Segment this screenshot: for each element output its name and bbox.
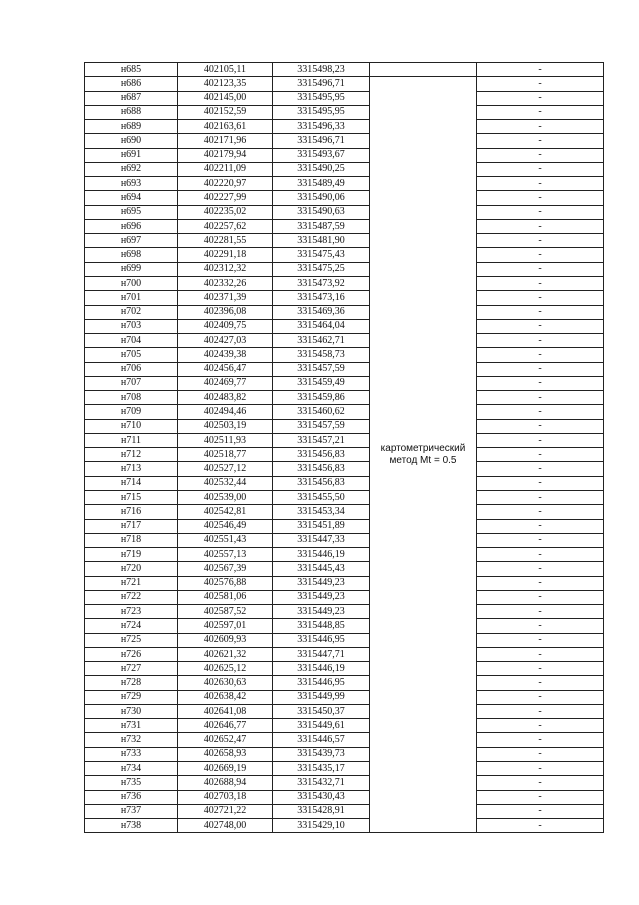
table-row — [85, 291, 604, 305]
x-coordinate-cell: 402581,06 — [178, 590, 273, 604]
table-row — [85, 476, 604, 490]
point-name-cell: н721 — [85, 576, 178, 590]
x-coordinate-cell: 402494,46 — [178, 405, 273, 419]
table-row — [85, 647, 604, 661]
dash-cell: - — [477, 804, 604, 818]
dash-cell: - — [477, 548, 604, 562]
x-coordinate-cell: 402646,77 — [178, 719, 273, 733]
method-text-line: метод Mt = 0.5 — [389, 454, 457, 466]
point-name-cell: н711 — [85, 433, 178, 447]
y-coordinate-cell: 3315456,83 — [273, 448, 370, 462]
y-coordinate-cell: 3315487,59 — [273, 219, 370, 233]
point-name-cell: н702 — [85, 305, 178, 319]
y-coordinate-cell: 3315447,71 — [273, 647, 370, 661]
x-coordinate-cell: 402220,97 — [178, 177, 273, 191]
x-coordinate-cell: 402638,42 — [178, 690, 273, 704]
y-coordinate-cell: 3315448,85 — [273, 619, 370, 633]
point-name-cell: н698 — [85, 248, 178, 262]
y-coordinate-cell: 3315446,57 — [273, 733, 370, 747]
dash-cell: - — [477, 476, 604, 490]
point-name-cell: н738 — [85, 819, 178, 833]
point-name-cell: н732 — [85, 733, 178, 747]
y-coordinate-cell: 3315451,89 — [273, 519, 370, 533]
table-row — [85, 120, 604, 134]
dash-cell: - — [477, 647, 604, 661]
point-name-cell: н724 — [85, 619, 178, 633]
x-coordinate-cell: 402652,47 — [178, 733, 273, 747]
point-name-cell: н699 — [85, 262, 178, 276]
table-row — [85, 248, 604, 262]
point-name-cell: н712 — [85, 448, 178, 462]
dash-cell: - — [477, 676, 604, 690]
dash-cell: - — [477, 562, 604, 576]
point-name-cell: н728 — [85, 676, 178, 690]
table-row — [85, 162, 604, 176]
y-coordinate-cell: 3315435,17 — [273, 762, 370, 776]
point-name-cell: н731 — [85, 719, 178, 733]
point-name-cell: н691 — [85, 148, 178, 162]
table-row — [85, 77, 604, 91]
table-row — [85, 819, 604, 833]
dash-cell: - — [477, 419, 604, 433]
x-coordinate-cell: 402546,49 — [178, 519, 273, 533]
table-row — [85, 562, 604, 576]
point-name-cell: н695 — [85, 205, 178, 219]
dash-cell: - — [477, 533, 604, 547]
point-name-cell: н726 — [85, 647, 178, 661]
x-coordinate-cell: 402503,19 — [178, 419, 273, 433]
x-coordinate-cell: 402621,32 — [178, 647, 273, 661]
point-name-cell: н716 — [85, 505, 178, 519]
y-coordinate-cell: 3315458,73 — [273, 348, 370, 362]
point-name-cell: н685 — [85, 63, 178, 77]
dash-cell: - — [477, 747, 604, 761]
x-coordinate-cell: 402312,32 — [178, 262, 273, 276]
x-coordinate-cell: 402703,18 — [178, 790, 273, 804]
y-coordinate-cell: 3315460,62 — [273, 405, 370, 419]
dash-cell: - — [477, 205, 604, 219]
point-name-cell: н701 — [85, 291, 178, 305]
y-coordinate-cell: 3315473,92 — [273, 276, 370, 290]
x-coordinate-cell: 402332,26 — [178, 276, 273, 290]
x-coordinate-cell: 402669,19 — [178, 762, 273, 776]
table-row — [85, 205, 604, 219]
x-coordinate-cell: 402257,62 — [178, 219, 273, 233]
dash-cell: - — [477, 234, 604, 248]
y-coordinate-cell: 3315462,71 — [273, 334, 370, 348]
x-coordinate-cell: 402527,12 — [178, 462, 273, 476]
dash-cell: - — [477, 162, 604, 176]
point-name-cell: н686 — [85, 77, 178, 91]
y-coordinate-cell: 3315495,95 — [273, 91, 370, 105]
method-text-line: картометрический — [380, 442, 466, 454]
point-name-cell: н720 — [85, 562, 178, 576]
dash-cell: - — [477, 505, 604, 519]
x-coordinate-cell: 402291,18 — [178, 248, 273, 262]
y-coordinate-cell: 3315430,43 — [273, 790, 370, 804]
x-coordinate-cell: 402721,22 — [178, 804, 273, 818]
dash-cell: - — [477, 490, 604, 504]
table-row — [85, 391, 604, 405]
point-name-cell: н692 — [85, 162, 178, 176]
table-row — [85, 733, 604, 747]
y-coordinate-cell: 3315481,90 — [273, 234, 370, 248]
coordinates-table-body — [85, 63, 604, 833]
point-name-cell: н737 — [85, 804, 178, 818]
dash-cell: - — [477, 134, 604, 148]
y-coordinate-cell: 3315457,59 — [273, 362, 370, 376]
x-coordinate-cell: 402557,13 — [178, 548, 273, 562]
dash-cell: - — [477, 605, 604, 619]
y-coordinate-cell: 3315464,04 — [273, 319, 370, 333]
point-name-cell: н736 — [85, 790, 178, 804]
x-coordinate-cell: 402518,77 — [178, 448, 273, 462]
table-row — [85, 262, 604, 276]
x-coordinate-cell: 402371,39 — [178, 291, 273, 305]
dash-cell: - — [477, 219, 604, 233]
point-name-cell: н734 — [85, 762, 178, 776]
y-coordinate-cell: 3315490,63 — [273, 205, 370, 219]
x-coordinate-cell: 402152,59 — [178, 105, 273, 119]
x-coordinate-cell: 402456,47 — [178, 362, 273, 376]
table-row — [85, 305, 604, 319]
x-coordinate-cell: 402235,02 — [178, 205, 273, 219]
x-coordinate-cell: 402427,03 — [178, 334, 273, 348]
dash-cell: - — [477, 776, 604, 790]
y-coordinate-cell: 3315490,25 — [273, 162, 370, 176]
dash-cell: - — [477, 433, 604, 447]
table-row — [85, 405, 604, 419]
table-row — [85, 505, 604, 519]
table-row — [85, 148, 604, 162]
table-row — [85, 790, 604, 804]
table-row — [85, 276, 604, 290]
y-coordinate-cell: 3315493,67 — [273, 148, 370, 162]
x-coordinate-cell: 402748,00 — [178, 819, 273, 833]
table-row — [85, 619, 604, 633]
y-coordinate-cell: 3315496,71 — [273, 134, 370, 148]
table-row — [85, 319, 604, 333]
y-coordinate-cell: 3315473,16 — [273, 291, 370, 305]
x-coordinate-cell: 402539,00 — [178, 490, 273, 504]
x-coordinate-cell: 402630,63 — [178, 676, 273, 690]
point-name-cell: н700 — [85, 276, 178, 290]
table-row — [85, 662, 604, 676]
x-coordinate-cell: 402396,08 — [178, 305, 273, 319]
x-coordinate-cell: 402625,12 — [178, 662, 273, 676]
dash-cell: - — [477, 790, 604, 804]
table-row — [85, 433, 604, 447]
table-row — [85, 719, 604, 733]
y-coordinate-cell: 3315449,61 — [273, 719, 370, 733]
dash-cell: - — [477, 590, 604, 604]
y-coordinate-cell: 3315445,43 — [273, 562, 370, 576]
point-name-cell: н705 — [85, 348, 178, 362]
y-coordinate-cell: 3315447,33 — [273, 533, 370, 547]
point-name-cell: н707 — [85, 376, 178, 390]
y-coordinate-cell: 3315446,19 — [273, 662, 370, 676]
table-row — [85, 376, 604, 390]
y-coordinate-cell: 3315455,50 — [273, 490, 370, 504]
x-coordinate-cell: 402469,77 — [178, 376, 273, 390]
x-coordinate-cell: 402163,61 — [178, 120, 273, 134]
y-coordinate-cell: 3315429,10 — [273, 819, 370, 833]
y-coordinate-cell: 3315475,25 — [273, 262, 370, 276]
table-row — [85, 63, 604, 77]
point-name-cell: н694 — [85, 191, 178, 205]
point-name-cell: н722 — [85, 590, 178, 604]
dash-cell: - — [477, 519, 604, 533]
y-coordinate-cell: 3315490,06 — [273, 191, 370, 205]
table-row — [85, 462, 604, 476]
x-coordinate-cell: 402123,35 — [178, 77, 273, 91]
dash-cell: - — [477, 576, 604, 590]
table-row — [85, 219, 604, 233]
y-coordinate-cell: 3315495,95 — [273, 105, 370, 119]
table-row — [85, 334, 604, 348]
y-coordinate-cell: 3315457,21 — [273, 433, 370, 447]
table-row — [85, 548, 604, 562]
table-row — [85, 177, 604, 191]
point-name-cell: н714 — [85, 476, 178, 490]
point-name-cell: н688 — [85, 105, 178, 119]
y-coordinate-cell: 3315449,23 — [273, 576, 370, 590]
x-coordinate-cell: 402211,09 — [178, 162, 273, 176]
point-name-cell: н723 — [85, 605, 178, 619]
dash-cell: - — [477, 376, 604, 390]
table-row — [85, 590, 604, 604]
table-row — [85, 762, 604, 776]
dash-cell: - — [477, 77, 604, 91]
x-coordinate-cell: 402597,01 — [178, 619, 273, 633]
coordinates-table — [84, 62, 604, 833]
table-row — [85, 134, 604, 148]
x-coordinate-cell: 402641,08 — [178, 704, 273, 718]
point-name-cell: н717 — [85, 519, 178, 533]
point-name-cell: н719 — [85, 548, 178, 562]
y-coordinate-cell: 3315450,37 — [273, 704, 370, 718]
dash-cell: - — [477, 719, 604, 733]
y-coordinate-cell: 3315446,95 — [273, 676, 370, 690]
table-row — [85, 747, 604, 761]
table-row — [85, 676, 604, 690]
y-coordinate-cell: 3315496,71 — [273, 77, 370, 91]
dash-cell: - — [477, 334, 604, 348]
x-coordinate-cell: 402179,94 — [178, 148, 273, 162]
dash-cell: - — [477, 276, 604, 290]
point-name-cell: н696 — [85, 219, 178, 233]
table-row — [85, 448, 604, 462]
dash-cell: - — [477, 819, 604, 833]
table-row — [85, 605, 604, 619]
dash-cell: - — [477, 305, 604, 319]
dash-cell: - — [477, 248, 604, 262]
x-coordinate-cell: 402542,81 — [178, 505, 273, 519]
dash-cell: - — [477, 462, 604, 476]
table-row — [85, 804, 604, 818]
dash-cell: - — [477, 662, 604, 676]
x-coordinate-cell: 402576,88 — [178, 576, 273, 590]
point-name-cell: н733 — [85, 747, 178, 761]
dash-cell: - — [477, 448, 604, 462]
y-coordinate-cell: 3315428,91 — [273, 804, 370, 818]
point-name-cell: н735 — [85, 776, 178, 790]
y-coordinate-cell: 3315449,23 — [273, 605, 370, 619]
x-coordinate-cell: 402227,99 — [178, 191, 273, 205]
x-coordinate-cell: 402409,75 — [178, 319, 273, 333]
x-coordinate-cell: 402439,38 — [178, 348, 273, 362]
dash-cell: - — [477, 391, 604, 405]
point-name-cell: н710 — [85, 419, 178, 433]
dash-cell: - — [477, 120, 604, 134]
table-row — [85, 234, 604, 248]
x-coordinate-cell: 402281,55 — [178, 234, 273, 248]
table-row — [85, 690, 604, 704]
y-coordinate-cell: 3315456,83 — [273, 462, 370, 476]
y-coordinate-cell: 3315498,23 — [273, 63, 370, 77]
point-name-cell: н718 — [85, 533, 178, 547]
x-coordinate-cell: 402483,82 — [178, 391, 273, 405]
x-coordinate-cell: 402171,96 — [178, 134, 273, 148]
point-name-cell: н708 — [85, 391, 178, 405]
y-coordinate-cell: 3315449,99 — [273, 690, 370, 704]
x-coordinate-cell: 402511,93 — [178, 433, 273, 447]
point-name-cell: н729 — [85, 690, 178, 704]
point-name-cell: н697 — [85, 234, 178, 248]
dash-cell: - — [477, 148, 604, 162]
table-row — [85, 519, 604, 533]
point-name-cell: н703 — [85, 319, 178, 333]
point-name-cell: н689 — [85, 120, 178, 134]
dash-cell: - — [477, 63, 604, 77]
y-coordinate-cell: 3315469,36 — [273, 305, 370, 319]
dash-cell: - — [477, 91, 604, 105]
y-coordinate-cell: 3315446,19 — [273, 548, 370, 562]
dash-cell: - — [477, 362, 604, 376]
table-row — [85, 105, 604, 119]
y-coordinate-cell: 3315453,34 — [273, 505, 370, 519]
y-coordinate-cell: 3315449,23 — [273, 590, 370, 604]
point-name-cell: н704 — [85, 334, 178, 348]
y-coordinate-cell: 3315475,43 — [273, 248, 370, 262]
y-coordinate-cell: 3315489,49 — [273, 177, 370, 191]
dash-cell: - — [477, 690, 604, 704]
y-coordinate-cell: 3315459,49 — [273, 376, 370, 390]
point-name-cell: н706 — [85, 362, 178, 376]
y-coordinate-cell: 3315432,71 — [273, 776, 370, 790]
point-name-cell: н725 — [85, 633, 178, 647]
dash-cell: - — [477, 704, 604, 718]
dash-cell: - — [477, 733, 604, 747]
x-coordinate-cell: 402532,44 — [178, 476, 273, 490]
dash-cell: - — [477, 262, 604, 276]
point-name-cell: н690 — [85, 134, 178, 148]
table-row — [85, 704, 604, 718]
y-coordinate-cell: 3315456,83 — [273, 476, 370, 490]
y-coordinate-cell: 3315496,33 — [273, 120, 370, 134]
table-row — [85, 576, 604, 590]
dash-cell: - — [477, 105, 604, 119]
table-row — [85, 348, 604, 362]
dash-cell: - — [477, 619, 604, 633]
x-coordinate-cell: 402567,39 — [178, 562, 273, 576]
point-name-cell: н687 — [85, 91, 178, 105]
dash-cell: - — [477, 291, 604, 305]
x-coordinate-cell: 402145,00 — [178, 91, 273, 105]
point-name-cell: н730 — [85, 704, 178, 718]
dash-cell: - — [477, 177, 604, 191]
dash-cell: - — [477, 405, 604, 419]
method-cell — [370, 77, 477, 833]
table-row — [85, 419, 604, 433]
y-coordinate-cell: 3315439,73 — [273, 747, 370, 761]
x-coordinate-cell: 402587,52 — [178, 605, 273, 619]
table-row — [85, 91, 604, 105]
x-coordinate-cell: 402688,94 — [178, 776, 273, 790]
table-row — [85, 362, 604, 376]
x-coordinate-cell: 402609,93 — [178, 633, 273, 647]
y-coordinate-cell: 3315446,95 — [273, 633, 370, 647]
point-name-cell: н693 — [85, 177, 178, 191]
y-coordinate-cell: 3315457,59 — [273, 419, 370, 433]
point-name-cell: н713 — [85, 462, 178, 476]
table-row — [85, 490, 604, 504]
table-row — [85, 633, 604, 647]
dash-cell: - — [477, 633, 604, 647]
x-coordinate-cell: 402658,93 — [178, 747, 273, 761]
table-row — [85, 191, 604, 205]
x-coordinate-cell: 402105,11 — [178, 63, 273, 77]
method-cell-empty — [370, 63, 477, 77]
y-coordinate-cell: 3315459,86 — [273, 391, 370, 405]
dash-cell: - — [477, 319, 604, 333]
point-name-cell: н715 — [85, 490, 178, 504]
table-row — [85, 776, 604, 790]
table-row — [85, 533, 604, 547]
x-coordinate-cell: 402551,43 — [178, 533, 273, 547]
point-name-cell: н709 — [85, 405, 178, 419]
dash-cell: - — [477, 191, 604, 205]
dash-cell: - — [477, 348, 604, 362]
dash-cell: - — [477, 762, 604, 776]
point-name-cell: н727 — [85, 662, 178, 676]
